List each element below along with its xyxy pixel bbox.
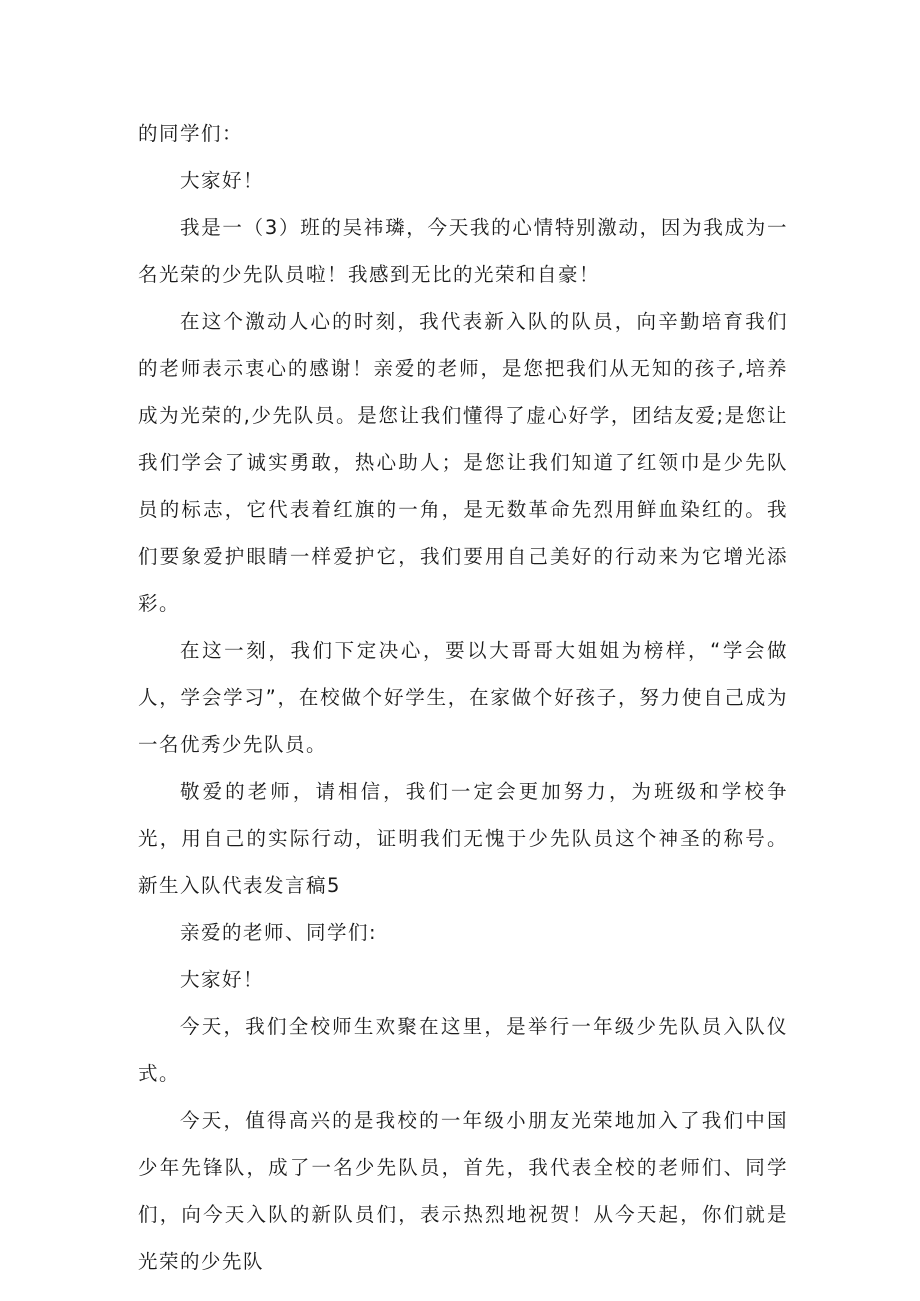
paragraph-salutation: 亲爱的老师、同学们:: [180, 921, 378, 944]
speech-text-body: [138, 110, 788, 1285]
paragraph-hello: 大家好！: [180, 169, 265, 192]
paragraph-resolution: 在这一刻，我们下定决心，要以大哥哥大姐姐为榜样，“学会做人，学会学习”，在校做个好学生，在家做个好孩子，努力使自己成为一名优秀少先队员。: [138, 639, 788, 756]
paragraph-congratulations: 今天，值得高兴的是我校的一年级小朋友光荣地加入了我们中国少年先锋队，成了一名少先队员，首先，我代表全校的老师们、同学们，向今天入队的新队员们，表示热烈地祝贺！从今天起，你们就是光荣的少先队: [138, 1109, 788, 1273]
paragraph-promise: 敬爱的老师，请相信，我们一定会更加努力，为班级和学校争光，用自己的实际行动，证明我们无愧于少先队员这个神圣的称号。新生入队代表发言稿5: [138, 780, 788, 897]
paragraph-hello-2: 大家好！: [180, 968, 265, 991]
paragraph-thanks-teachers: 在这个激动人心的时刻，我代表新入队的队员，向辛勤培育我们的老师表示衷心的感谢！亲爱的老师，是您把我们从无知的孩子,培养成为光荣的,少先队员。是您让我们懂得了虚心好学，团结友爱;是您让我们学会了诚实勇敢，热心助人；是您让我们知道了红领巾是少先队员的标志，它代表着红旗的一角，是无数革命先烈用鲜血染红的。我们要象爱护眼睛一样爱护它，我们要用自己美好的行动来为它增光添彩。: [138, 310, 788, 615]
paragraph-ceremony: 今天，我们全校师生欢聚在这里，是举行一年级少先队员入队仪式。: [138, 1015, 788, 1085]
paragraph-greeting-continued: 的同学们：: [138, 122, 244, 145]
paragraph-self-introduction: 我是一（3）班的吴祎璘，今天我的心情特别激动，因为我成为一名光荣的少先队员啦！我感到无比的光荣和自豪！: [138, 216, 788, 286]
